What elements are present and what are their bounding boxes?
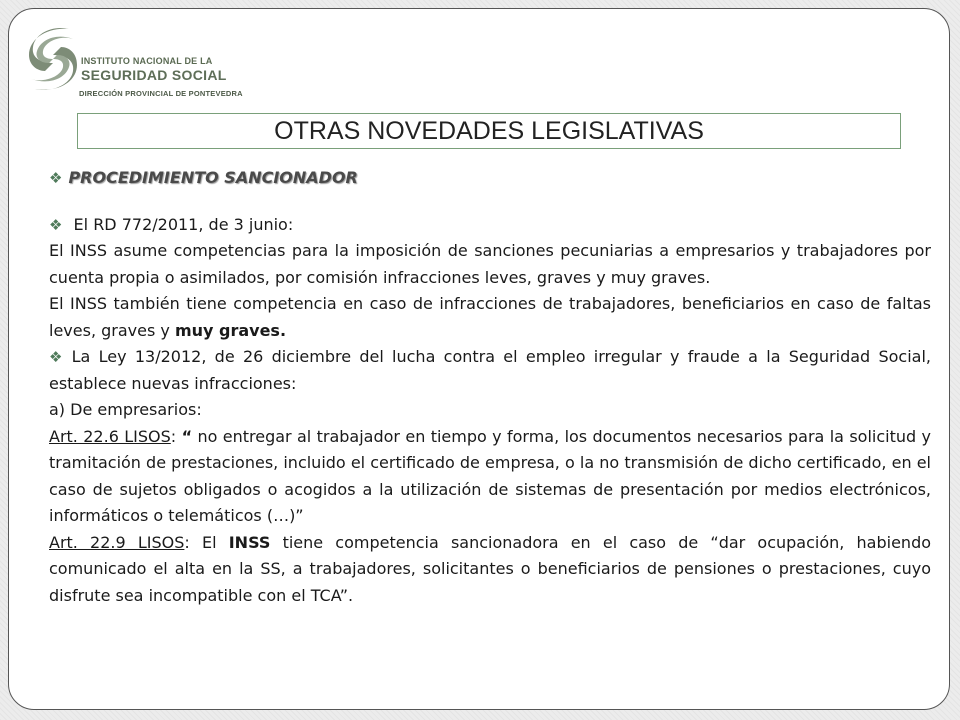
item1-paragraph1: El INSS asume competencias para la imposición de sanciones pecuniarias a empresarios y trabajadores por cuenta propia o asimilados, por comisión infracciones leves, graves y muy graves. xyxy=(49,241,931,287)
diamond-star-icon: ❖ xyxy=(49,169,63,187)
article-22-9 xyxy=(49,530,931,610)
article-22-6-ref: Art. 22.6 LISOS xyxy=(49,426,171,446)
item2-row xyxy=(49,344,931,397)
item1-paragraph2 xyxy=(49,291,931,344)
section-heading: PROCEDIMIENTO SANCIONADOR xyxy=(68,168,358,187)
article-22-9-pre: : El xyxy=(184,532,229,552)
seguridad-social-logo-icon xyxy=(23,25,83,95)
item1-paragraph2-bold: muy graves. xyxy=(174,320,287,340)
logo-institute-line: INSTITUTO NACIONAL DE LA xyxy=(81,56,213,66)
item1-label: El RD 772/2011, de 3 junio: xyxy=(73,214,294,234)
logo-name-line: SEGURIDAD SOCIAL xyxy=(81,67,227,83)
item1-paragraph2-text: El INSS también tiene competencia en caso de infracciones de trabajadores, beneficiarios en caso de faltas leves, graves y xyxy=(49,294,931,340)
item2-sub-a: a) De empresarios: xyxy=(49,400,202,419)
article-22-6 xyxy=(49,424,931,530)
article-22-9-text: tiene competencia sancionadora en el caso de “dar ocupación, habiendo comunicado el alta en la SS, a trabajadores, solicitantes o beneficiarios de pensiones o prestaciones, cuyo disfrute sea incompatible con el TCA”. xyxy=(49,532,932,605)
item1-row xyxy=(49,212,931,239)
section-heading-row xyxy=(49,165,931,192)
article-22-6-text: no entregar al trabajador en tiempo y forma, los documentos necesarios para la solicitud y tramitación de prestaciones, incluido el certificado de empresa, o la no transmisión de dicho certificado, en el caso de sujetos obligados o acogidos a la utilización de sistemas de presentación por medios electrónicos, informáticos o telemáticos (…)” xyxy=(49,426,932,525)
diamond-star-icon: ❖ xyxy=(49,348,66,366)
article-22-9-ref: Art. 22.9 LISOS xyxy=(49,532,185,552)
diamond-star-icon: ❖ xyxy=(49,215,63,234)
article-22-6-quote: “ xyxy=(181,426,193,446)
slide-frame xyxy=(8,8,950,710)
article-22-9-inss: INSS xyxy=(228,532,271,552)
slide-content xyxy=(49,165,931,609)
item2-text: La Ley 13/2012, de 26 diciembre del lucha contra el empleo irregular y fraude a la Seguridad Social, establece nuevas infracciones: xyxy=(49,347,931,393)
article-22-6-colon: : xyxy=(170,426,182,446)
page-title: OTRAS NOVEDADES LEGISLATIVAS xyxy=(77,113,901,149)
logo-direction-line: DIRECCIÓN PROVINCIAL DE PONTEVEDRA xyxy=(79,89,243,98)
